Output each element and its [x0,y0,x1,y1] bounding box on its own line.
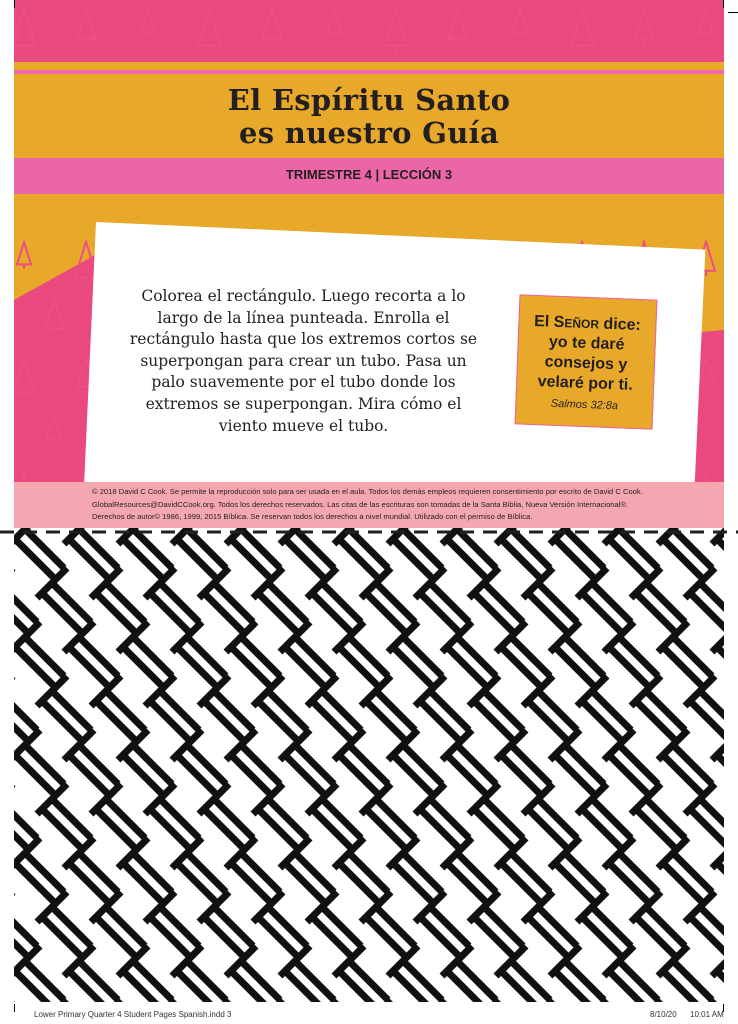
instructions-text: Colorea el rectángulo. Luego recorta a lo largo de la línea punteada. Enrolla el rectángulo hasta que los extremos cortos se superpongan para crear un tubo. Pasa un palo suavemente por el tubo donde los extremos se superpongan. Mira cómo el viento mueve el tubo. [129,287,478,435]
verse-line2: yo te daré [548,333,625,354]
crop-mark-right [728,12,738,13]
weave-bar-pair [716,730,724,794]
verse-text [517,311,656,396]
crop-mark-top-right [723,0,724,8]
tree-triangle-icon [47,416,61,443]
weave-bar-pair [14,784,67,848]
weave-bar-pair [14,676,67,740]
weave-bar-pair [716,622,724,686]
footer-filename: Lower Primary Quarter 4 Student Pages Spanish.indd 3 [34,1010,232,1019]
footer-time: 10:01 AM [690,1010,724,1019]
verse-reference: Salmos 32:8a [550,397,619,413]
weave-bar-pair [716,838,724,902]
lesson-label: TRIMESTRE 4 | LECCIÓN 3 [285,167,453,182]
tree-triangle-icon [77,10,95,44]
weave-bar-pair [311,1000,391,1002]
page-title-line-1: El Espíritu Santo [227,83,511,117]
verse-line1-end: dice: [603,315,642,335]
bible-verse-box [515,294,658,429]
weave-bar-pair [635,1000,715,1002]
basket-weave-pattern [14,528,724,1002]
weave-bar-pair [365,1000,445,1002]
crop-mark-top-left [14,0,15,8]
weave-bar-pair [149,1000,229,1002]
tree-triangle-icon [17,242,31,269]
tree-triangle-icon [695,474,717,482]
copyright-line-1: © 2018 David C Cook. Se permite la reproducción solo para ser usada en el aula. Todos los demás empleos requieren consentimiento por escrito de David C Cook. [92,487,643,496]
weave-bar-pair [14,892,67,956]
weave-bar-pair [95,1000,175,1002]
copyright-notice [92,486,712,524]
tree-triangle-icon [513,10,527,37]
verse-line3: consejos y [544,353,628,374]
verse-lord-first: S [553,313,565,332]
tree-triangle-icon [571,10,593,52]
tree-triangle-icon [199,10,221,52]
weave-bar-pair [14,568,67,632]
tree-triangle-icon [699,10,713,37]
tree-triangle-icon [449,10,467,44]
verse-lord-rest: EÑOR [564,316,600,332]
copyright-line-3: Derechos de autor© 1986, 1999, 2015 Bíblica. Se reservan todos los derechos a nivel mundial. Utilizado con el permiso de Bíblica. [92,512,533,522]
weave-bar-pair [41,1000,121,1002]
tree-triangle-icon [14,358,35,400]
tree-triangle-icon [385,10,407,52]
tree-triangle-icon [699,358,713,385]
copyright-line-2: GlobalResources@DavidCCook.org. Todos los derechos reservados. Las citas de las escrituras son tomadas de la Santa Biblia, Nueva Versión Internacional®. [92,499,629,509]
tree-triangle-icon [15,474,33,482]
weave-bar-pair [419,1000,499,1002]
printable-page [14,0,724,1002]
tree-triangle-icon [14,10,35,52]
cut-line-dashed [0,528,738,536]
crop-mark-bottom-left [14,1004,15,1012]
page-title-line-2: es nuestro Guía [238,116,500,150]
weave-bar-pair [581,1000,661,1002]
weave-bar-pair [257,1000,337,1002]
verse-line4: velaré por ti. [537,373,634,394]
tree-triangle-icon [141,10,155,37]
tree-triangle-icon [45,300,63,334]
weave-bar-pair [527,1000,607,1002]
tree-triangle-icon [327,10,341,37]
footer-date: 8/10/20 [650,1010,677,1019]
weave-bar-pair [203,1000,283,1002]
verse-lead: El [533,312,550,331]
tree-triangle-icon [635,10,653,44]
weave-bar-pair [473,1000,553,1002]
tree-triangle-icon [263,10,281,44]
